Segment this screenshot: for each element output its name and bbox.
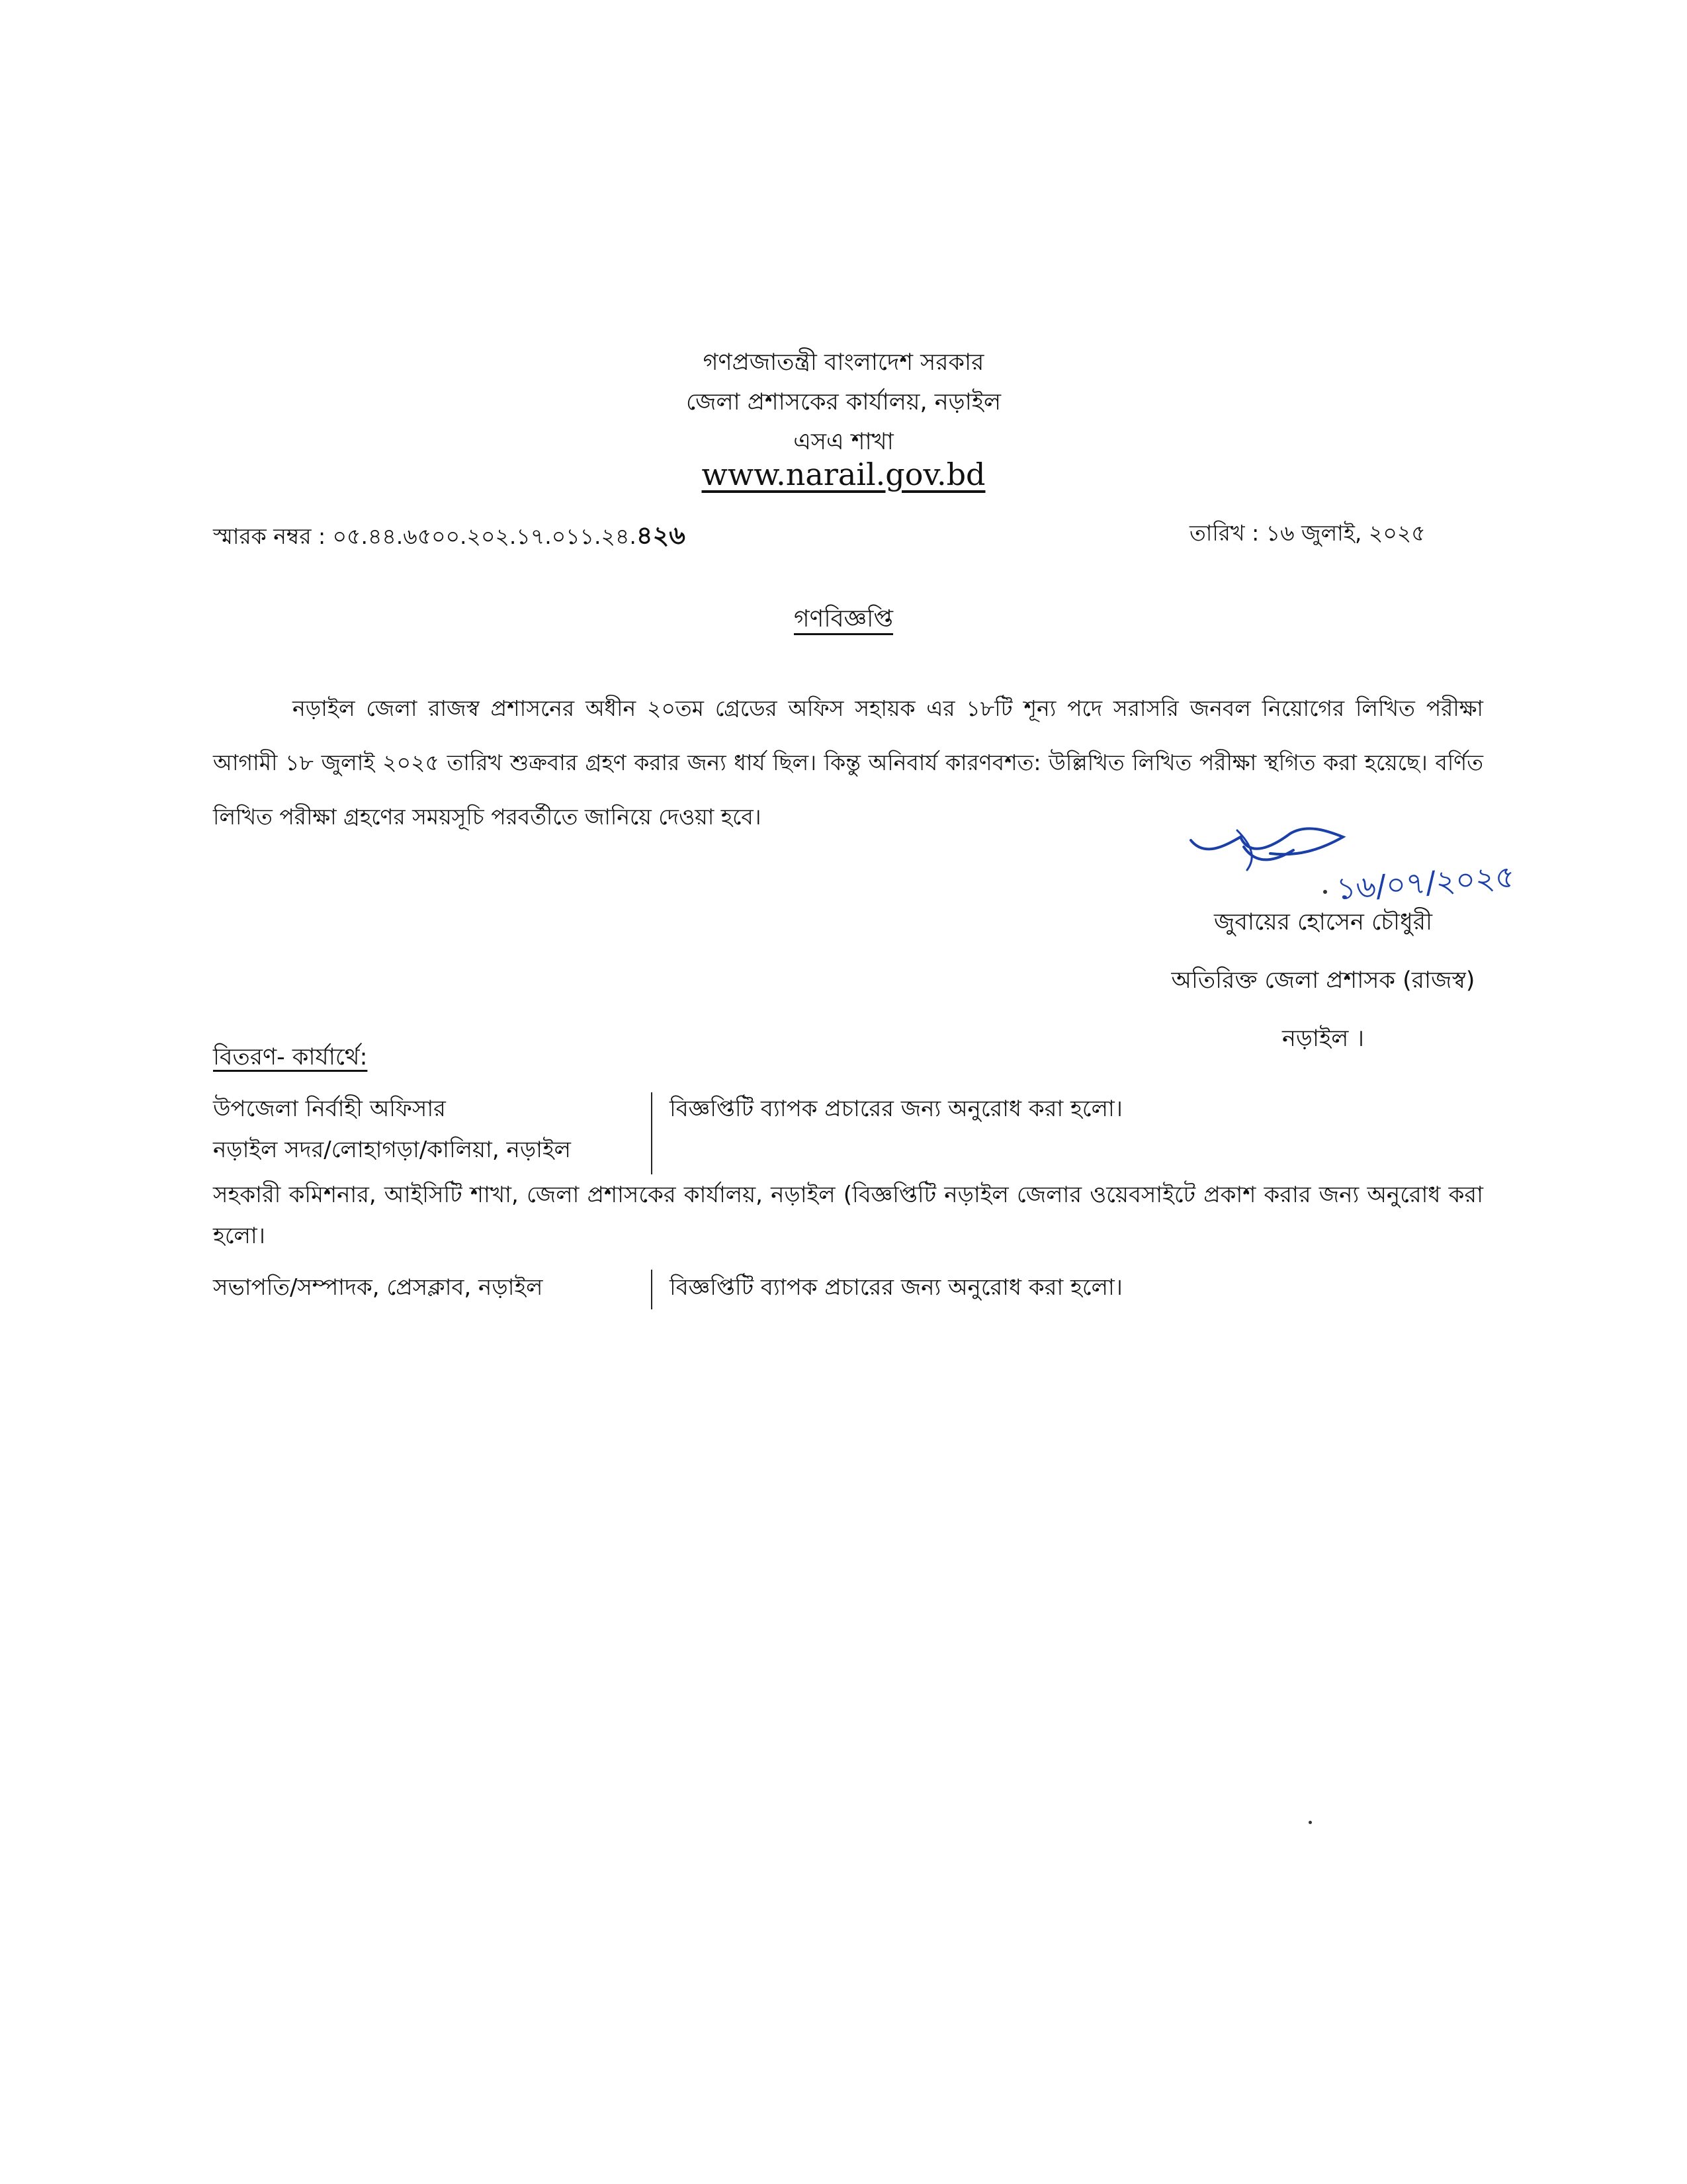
signatory-name: জুবায়ের হোসেন চৌধুরী [1214, 909, 1432, 936]
distribution-full-text: সহকারী কমিশনার, আইসিটি শাখা, জেলা প্রশাসকের কার্যালয়, নড়াইল (বিজ্ঞপ্তিটি নড়াইল জেলার ওয়েবসাইটে প্রকাশ করার জন্য অনুরোধ করা হলো। [213, 1182, 1483, 1249]
notice-body: নড়াইল জেলা রাজস্ব প্রশাসনের অধীন ২০তম গ্রেডের অফিস সহায়ক এর ১৮টি শূন্য পদে সরাসরি জনবল নিয়োগের লিখিত পরীক্ষা আগামী ১৮ জুলাই ২০২৫ তারিখ শুক্রবার গ্রহণ করার জন্য ধার্য ছিল। কিন্তু অনিবার্য কারণবশত: উল্লিখিত লিখিত পরীক্ষা স্থগিত করা হয়েছে। বর্ণিত লিখিত পরীক্ষা গ্রহণের সময়সূচি পরবর্তীতে জানিয়ে দেওয়া হবে। [213, 695, 1483, 830]
column-divider [651, 1270, 652, 1309]
signatory-designation: অতিরিক্ত জেলা প্রশাসক (রাজস্ব) [1171, 967, 1475, 994]
scan-speck [1309, 1821, 1312, 1824]
signature-handwritten-date: ১৬/০৭/২০২৫ [1335, 858, 1516, 907]
memo-handwritten-number: ৪২৬ [636, 521, 685, 550]
memo-number-label: স্মারক নম্বর : ০৫.৪৪.৬৫০০.২০২.১৭.০১১.২৪. [213, 523, 636, 549]
distribution-recipient: সভাপতি/সম্পাদক, প্রেসক্লাব, নড়াইল [213, 1274, 543, 1301]
memo-number-line [213, 516, 685, 558]
distribution-row-ict [213, 1174, 1483, 1260]
header-line-section: এসএ শাখা [793, 429, 894, 455]
recipient-line: নড়াইল সদর/লোহাগড়া/কালিয়া, নড়াইল [213, 1137, 571, 1163]
signatory-place: নড়াইল । [1282, 1026, 1364, 1052]
recipient-line: উপজেলা নির্বাহী অফিসার [213, 1096, 446, 1122]
distribution-row-uno [213, 1088, 1483, 1174]
distribution-heading: বিতরণ- কার্যার্থে: [213, 1044, 368, 1070]
header-line-government: গণপ্রজাতন্ত্রী বাংলাদেশ সরকার [703, 349, 984, 376]
notice-title: গণবিজ্ঞপ্তি [793, 605, 894, 633]
header-line-office: জেলা প্রশাসকের কার্যালয়, নড়াইল [685, 389, 1002, 415]
signature-block [1072, 893, 1575, 1068]
distribution-instruction: বিজ্ঞপ্তিটি ব্যাপক প্রচারের জন্য অনুরোধ করা হলো। [670, 1096, 1123, 1122]
memo-date: তারিখ : ১৬ জুলাই, ২০২৫ [1190, 520, 1426, 546]
website-link[interactable]: www.narail.gov.bd [701, 457, 986, 492]
distribution-recipient [213, 1088, 643, 1170]
distribution-instruction: বিজ্ঞপ্তিটি ব্যাপক প্রচারের জন্য অনুরোধ করা হলো। [670, 1274, 1123, 1301]
column-divider [651, 1092, 652, 1174]
distribution-row-pressclub [213, 1267, 1483, 1313]
